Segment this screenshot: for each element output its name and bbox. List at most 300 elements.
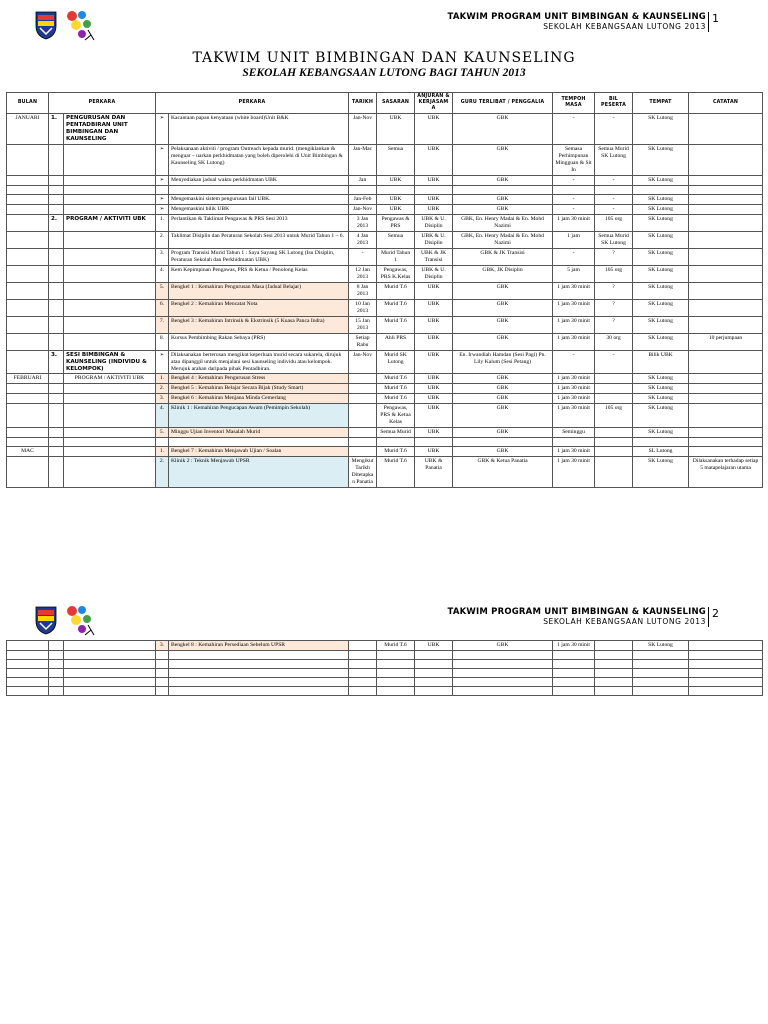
cell-bulan [7,650,49,659]
table-row [7,641,763,651]
document-title: TAKWIM UNIT BIMBINGAN DAN KAUNSELING [192,50,576,66]
cell-tempoh [553,668,595,677]
cell-bulan [7,659,49,668]
cell-tempat: SK Lutong [633,231,689,248]
cell-item [169,438,349,447]
cell-anjuran [415,668,453,677]
cell-anjuran: UBK [415,144,453,175]
cell-item [169,668,349,677]
cell-anjuran [415,438,453,447]
cell-catatan [689,282,763,299]
cell-anjuran: UBK [415,350,453,374]
cell-bil: - [595,350,633,374]
cell-catatan [689,265,763,282]
cell-section-no [49,650,64,659]
cell-item [169,384,349,394]
cell-tarikh [349,641,377,651]
cell-sasaran: UBK [377,194,415,204]
cell-item [169,457,349,488]
cell-item-marker: ➢ [156,350,169,374]
cell-guru: GBK [453,333,553,350]
table-row [7,144,763,175]
cell-catatan [689,394,763,404]
header-divider [708,607,709,627]
cell-section [64,384,156,394]
cell-tempat [633,650,689,659]
table-row [7,204,763,214]
cell-anjuran [415,677,453,686]
cell-item [169,248,349,265]
cell-tarikh: Jan-Mac [349,144,377,175]
cell-tempat: SK Lutong [633,316,689,333]
cell-tempat: SK Lutong [633,374,689,384]
cell-sasaran [377,659,415,668]
cell-guru [453,677,553,686]
cell-guru: GBK [453,316,553,333]
cell-anjuran: UBK & Panatia [415,457,453,488]
cell-item-marker: 1. [156,214,169,231]
cell-tempat: SK Lutong [633,384,689,394]
cell-item [169,194,349,204]
item-text: Bengkel 4 : Kemahiran Pengurusan Stress [171,375,266,382]
item-text-secondary: Merujuk arahan daripada pihak Pentadbiran. [171,365,271,372]
col-tempoh: TEMPOH MASA [553,93,595,114]
cell-item-marker: ➢ [156,113,169,144]
cell-catatan [689,686,763,695]
cell-section-no [49,668,64,677]
cell-tarikh: 12 Jan 2013 [349,265,377,282]
cell-bil [595,457,633,488]
handprints-logo-icon [64,8,96,42]
cell-tempat [633,438,689,447]
cell-section [64,231,156,248]
cell-tarikh: Jan [349,175,377,185]
cell-section-no [49,677,64,686]
cell-catatan [689,447,763,457]
header-divider [708,12,709,32]
cell-item [169,333,349,350]
cell-bulan [7,144,49,175]
cell-tempat: SK Lutong [633,194,689,204]
cell-catatan [689,350,763,374]
cell-tempat: SK Lutong [633,404,689,428]
cell-item-marker: 1. [156,447,169,457]
cell-tempat: SK Lutong [633,144,689,175]
cell-bil [595,428,633,438]
cell-item [169,175,349,185]
cell-item [169,265,349,282]
cell-sasaran: Pengawas, PRS K.Kelas [377,265,415,282]
cell-tempoh: 1 jam 30 minit [553,641,595,651]
cell-bil [595,384,633,394]
cell-section-no [49,384,64,394]
cell-catatan [689,248,763,265]
table-row [7,374,763,384]
cell-tempat: SK Lutong [633,248,689,265]
page-number: 1 [712,12,719,25]
cell-section [64,677,156,686]
cell-anjuran: UBK [415,316,453,333]
cell-catatan [689,650,763,659]
cell-item-marker: 2. [156,457,169,488]
cell-bil: ? [595,282,633,299]
cell-guru: GBK [453,641,553,651]
cell-sasaran: Murid T.6 [377,316,415,333]
cell-section [64,299,156,316]
table-row [7,282,763,299]
cell-guru: GBK & Ketua Panatia [453,457,553,488]
cell-catatan [689,299,763,316]
cell-sasaran: Murid T.6 [377,299,415,316]
cell-tempat: SK Lutong [633,457,689,488]
cell-bil: ? [595,299,633,316]
cell-sasaran: Murid T.6 [377,394,415,404]
item-text: Menyediakan jadual waktu perkhidmatan UBK [171,176,277,183]
cell-bil [595,677,633,686]
cell-bil: - [595,194,633,204]
cell-guru: GBK [453,447,553,457]
cell-section [64,282,156,299]
cell-catatan [689,214,763,231]
cell-section [64,144,156,175]
cell-section-no [49,248,64,265]
cell-guru: GBK [453,404,553,428]
cell-tempoh: Seminggu [553,428,595,438]
cell-guru: GBK, JK Disiplin [453,265,553,282]
cell-section [64,447,156,457]
item-text: Taklimat Disiplin dan Peraturan Sekolah Sesi 2013 untuk Murid Tahun 1 – 6. [171,232,344,239]
cell-section-no [49,659,64,668]
cell-bil: Semua Murid SK Lutong [595,231,633,248]
cell-tarikh: 4 Jan 2013 [349,231,377,248]
cell-bil [595,686,633,695]
cell-bulan [7,641,49,651]
cell-section [64,457,156,488]
col-perkara-item: PERKARA [156,93,349,114]
cell-anjuran: UBK [415,394,453,404]
cell-anjuran: UBK & U. Disiplin [415,265,453,282]
table-row [7,175,763,185]
cell-section [64,641,156,651]
cell-bulan [7,350,49,374]
cell-section [64,204,156,214]
cell-bil: 105 org [595,214,633,231]
cell-tarikh: 10 Jan 2013 [349,299,377,316]
item-text: Pelaksanaan aktiviti / program Outreach kepada murid. (mengiklankan & menguar – uarkan perkhidmatan yang boleh diperolehi di Unit Bimbingan & Kaunseling SK Lutong) [171,145,343,166]
cell-guru: GBK [453,175,553,185]
cell-sasaran: UBK [377,204,415,214]
cell-guru: GBK [453,428,553,438]
cell-item-marker: 2. [156,384,169,394]
table-row [7,316,763,333]
cell-section [64,650,156,659]
cell-anjuran [415,650,453,659]
cell-section-no [49,265,64,282]
header-school: SEKOLAH KEBANGSAAN LUTONG 2013 [543,617,706,626]
cell-section-no: 3. [49,350,64,374]
cell-tempoh: 5 jam [553,265,595,282]
cell-bil: - [595,175,633,185]
item-text: Kem Kepimpinan Pengawas, PRS & Ketua / Penolong Kelas [171,266,308,273]
cell-section-no [49,641,64,651]
cell-catatan [689,438,763,447]
cell-sasaran: Semua [377,231,415,248]
cell-bil: ? [595,316,633,333]
cell-bil [595,394,633,404]
cell-tempoh: 1 jam 30 minit [553,447,595,457]
table-row [7,194,763,204]
cell-tempat [633,185,689,194]
cell-item-marker: ➢ [156,175,169,185]
table-header-row [7,93,763,114]
cell-guru: GBK [453,113,553,144]
cell-sasaran: Semua Murid [377,428,415,438]
cell-item [169,144,349,175]
cell-tempoh: 1 jam [553,231,595,248]
school-crest-icon [34,10,58,40]
cell-tempoh: - [553,113,595,144]
page-header-1 [0,0,768,48]
cell-bulan [7,204,49,214]
cell-guru [453,659,553,668]
item-text: Klinik 1 : Kemahiran Pengucapan Awam (Pemimpin Sekolah) [171,405,311,412]
col-guru: GURU TERLIBAT / PENGGALIA [453,93,553,114]
cell-item [169,447,349,457]
cell-tarikh: Mengikut Tarikh Ditetapkan Panatia [349,457,377,488]
col-sasaran: SASARAN [377,93,415,114]
cell-anjuran [415,686,453,695]
cell-item-marker: 5. [156,428,169,438]
cell-bil [595,374,633,384]
item-text: Bengkel 2 : Kemahiran Mencatat Nota [171,300,258,307]
cell-section [64,265,156,282]
cell-bulan [7,175,49,185]
cell-tempoh: 1 jam 30 minit [553,316,595,333]
item-text: Perlantikan & Taklimat Pengawas & PRS Sesi 2013 [171,215,288,222]
table-row [7,384,763,394]
cell-guru: GBK [453,204,553,214]
cell-sasaran: Pengawas & PRS [377,214,415,231]
cell-tempoh: Semasa Perhimpunan Mingguan & Sit In [553,144,595,175]
item-text: Mengemaskini sistem pengurusan fail UBK. [171,195,271,202]
cell-section-no [49,316,64,333]
table-row [7,447,763,457]
cell-item-marker [156,650,169,659]
cell-section [64,185,156,194]
col-tarikh: TARIKH [349,93,377,114]
item-text: Bengkel 7 : Kemahiran Menjawab Ujian / Soalan [171,448,282,455]
cell-guru: GBK [453,384,553,394]
col-anjuran: ANJURAN & KERJASAMA [415,93,453,114]
table-row [7,350,763,374]
item-text: Kursus Pembimbing Rakan Sebaya (PRS) [171,334,266,341]
cell-catatan [689,144,763,175]
cell-tarikh [349,404,377,428]
cell-section [64,428,156,438]
cell-sasaran: UBK [377,113,415,144]
cell-bulan [7,333,49,350]
cell-bil [595,668,633,677]
cell-section-no [49,175,64,185]
cell-bulan [7,248,49,265]
page-number: 2 [712,607,719,620]
cell-bulan [7,668,49,677]
cell-section-no [49,438,64,447]
cell-section-no: 1. [49,113,64,144]
cell-guru [453,668,553,677]
cell-tempat: SK Lutong [633,394,689,404]
cell-tempat [633,659,689,668]
cell-item [169,185,349,194]
cell-item-marker: 4. [156,404,169,428]
cell-catatan [689,374,763,384]
cell-catatan [689,659,763,668]
cell-anjuran: UBK & U. Disiplin [415,231,453,248]
cell-tempoh: - [553,204,595,214]
cell-sasaran [377,650,415,659]
cell-catatan: Dilaksanakan terhadap setiap 5 matapelajaran utama [689,457,763,488]
cell-sasaran: Murid T.6 [377,384,415,394]
cell-bulan [7,316,49,333]
cell-guru: GBK [453,144,553,175]
cell-anjuran: UBK [415,175,453,185]
cell-section [64,316,156,333]
cell-item-marker [156,677,169,686]
cell-section: SESI BIMBINGAN & KAUNSELING (INDIVIDU & KELOMPOK) [64,350,156,374]
cell-catatan [689,668,763,677]
cell-guru [453,686,553,695]
cell-guru: GBK, En. Henry Madai & En. Mohd Nazimi [453,214,553,231]
table-row [7,394,763,404]
cell-section-no [49,204,64,214]
cell-section-no [49,457,64,488]
cell-tempoh [553,686,595,695]
cell-sasaran: Murid T.6 [377,374,415,384]
cell-section-no [49,299,64,316]
cell-tarikh [349,677,377,686]
cell-item-marker: 7. [156,316,169,333]
cell-item [169,686,349,695]
cell-bil [595,438,633,447]
cell-item-marker: 2. [156,231,169,248]
cell-bulan [7,214,49,231]
cell-section [64,175,156,185]
cell-tempat: SK Lutong [633,428,689,438]
cell-bulan [7,384,49,394]
cell-anjuran: UBK [415,447,453,457]
cell-bil: 105 org [595,404,633,428]
cell-item-marker: ➢ [156,194,169,204]
cell-bil: - [595,204,633,214]
cell-section: PROGRAM / AKTIVITI UBK [64,374,156,384]
cell-bulan [7,686,49,695]
cell-item [169,282,349,299]
table-row [7,438,763,447]
cell-tempat: SK Lutong [633,333,689,350]
cell-catatan [689,677,763,686]
cell-tempoh: - [553,194,595,204]
cell-tempoh: 1 jam 30 minit [553,404,595,428]
cell-tempoh: - [553,350,595,374]
cell-tarikh [349,650,377,659]
cell-tarikh: Setiap Rabu [349,333,377,350]
cell-anjuran: UBK [415,113,453,144]
header-school: SEKOLAH KEBANGSAAN LUTONG 2013 [543,22,706,31]
cell-item-marker [156,185,169,194]
cell-tarikh [349,374,377,384]
table-row [7,650,763,659]
cell-guru: GBK [453,394,553,404]
table-row [7,113,763,144]
cell-tempoh: - [553,248,595,265]
cell-tarikh [349,185,377,194]
item-text: Program Transisi Murid Tahun 1 : Saya Sayang SK Lutong (Isu Disiplin, Peraturan Sekolah dan Perkhidmatan UBK) [171,249,335,263]
cell-tempoh [553,650,595,659]
cell-item-marker [156,659,169,668]
cell-tarikh [349,659,377,668]
cell-section [64,659,156,668]
cell-guru: GBK [453,194,553,204]
cell-item [169,350,349,374]
cell-catatan [689,641,763,651]
document-subtitle: SEKOLAH KEBANGSAAN LUTONG BAGI TAHUN 2013 [242,67,526,79]
cell-tempoh [553,185,595,194]
cell-tarikh [349,686,377,695]
cell-tempoh: 1 jam 30 minit [553,394,595,404]
cell-section-no [49,447,64,457]
cell-bulan [7,394,49,404]
cell-tarikh: 8 Jan 2013 [349,282,377,299]
cell-anjuran: UBK & JK Transisi [415,248,453,265]
table-row [7,265,763,282]
cell-bulan [7,194,49,204]
cell-catatan [689,404,763,428]
cell-item [169,677,349,686]
cell-item-marker [156,438,169,447]
cell-tarikh: Jan-Nov [349,113,377,144]
cell-guru: GBK [453,282,553,299]
cell-sasaran [377,438,415,447]
table-row [7,214,763,231]
cell-section-no [49,686,64,695]
cell-tempat [633,668,689,677]
table-row [7,299,763,316]
cell-anjuran [415,185,453,194]
cell-catatan [689,428,763,438]
cell-guru: En. Irwandiah Hamdan (Sesi Pagi) Pn. Lily Kalum (Sesi Petang) [453,350,553,374]
cell-tempat [633,677,689,686]
cell-item-marker: ➢ [156,144,169,175]
cell-tempat: SK Lutong [633,175,689,185]
cell-item [169,428,349,438]
cell-tarikh [349,438,377,447]
cell-tarikh [349,384,377,394]
item-text: Bengkel 1 : Kemahiran Pengurusan Masa (Jadual Belajar) [171,283,302,290]
cell-bulan: JANUARI [7,113,49,144]
cell-catatan [689,204,763,214]
table-row [7,185,763,194]
cell-item-marker: 3. [156,248,169,265]
item-text: Bengkel 6 : Kemahiran Menjana Minda Cemerlang [171,395,286,402]
cell-bulan [7,282,49,299]
cell-tempat: SK Lutong [633,265,689,282]
cell-sasaran [377,668,415,677]
cell-item: Bengkel 8 : Kemahiran Persediaan Sebelum UPSR [169,641,349,651]
cell-section-no [49,374,64,384]
cell-catatan [689,175,763,185]
cell-guru: GBK & JK Transisi [453,248,553,265]
cell-tempat: SK Lutong [633,282,689,299]
